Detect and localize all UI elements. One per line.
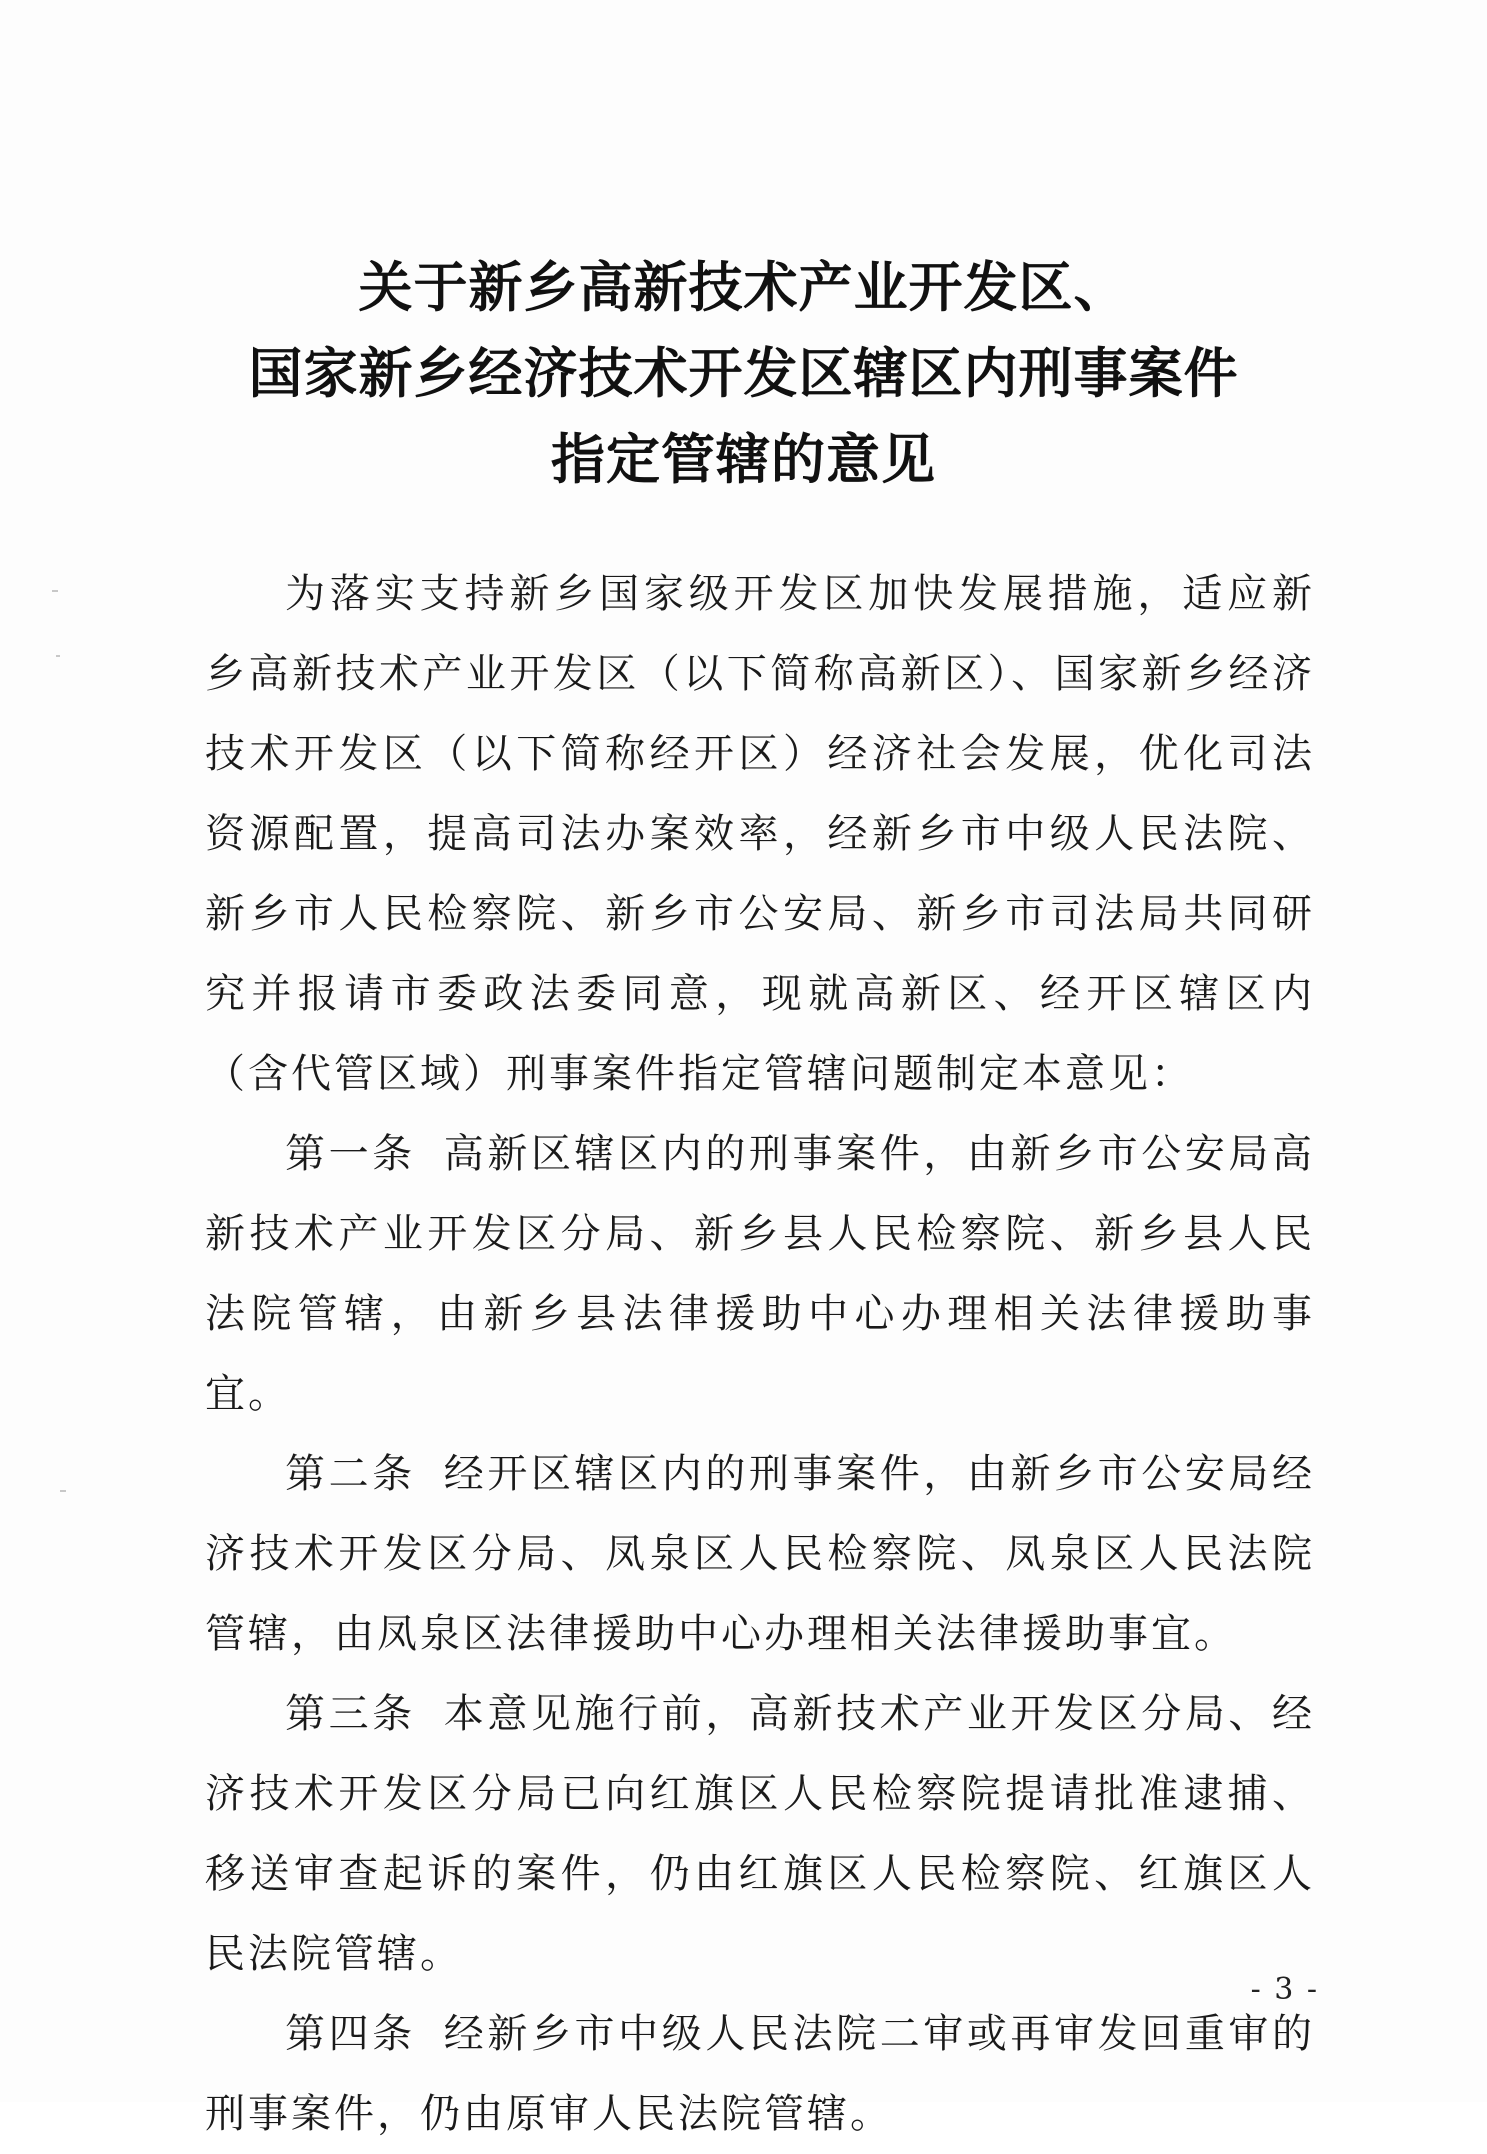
article-2-text: 经开区辖区内的刑事案件，由新乡市公安局经济技术开发区分局、凤泉区人民检察院、凤泉区人民法院管辖，由凤泉区法律援助中心办理相关法律援助事宜。: [205, 1451, 1316, 1657]
scan-speck: [52, 590, 58, 592]
title-line-3: 指定管辖的意见: [551, 428, 936, 491]
article-1-text: 高新区辖区内的刑事案件，由新乡市公安局高新技术产业开发区分局、新乡县人民检察院、新乡县人民法院管辖，由新乡县法律援助中心办理相关法律援助事宜。: [205, 1131, 1316, 1417]
scan-speck: [60, 1490, 66, 1492]
article-4-label: 第四条: [285, 2011, 416, 2057]
article-4-text: 经新乡市中级人民法院二审或再审发回重审的刑事案件，仍由原审人民法院管辖。: [205, 2011, 1316, 2137]
title-line-2: 国家新乡经济技术开发区辖区内刑事案件: [248, 342, 1239, 405]
article-3-label: 第三条: [285, 1691, 416, 1737]
article-2-label: 第二条: [285, 1451, 416, 1497]
article-3: [205, 1674, 1315, 1994]
article-4: [205, 1994, 1315, 2154]
scan-speck: [56, 655, 60, 657]
preamble-paragraph: 为落实支持新乡国家级开发区加快发展措施，适应新乡高新技术产业开发区（以下简称高新区）、国家新乡经济技术开发区（以下简称经开区）经济社会发展，优化司法资源配置，提高司法办案效率，经新乡市中级人民法院、新乡市人民检察院、新乡市公安局、新乡市司法局共同研究并报请市委政法委同意，现就高新区、经开区辖区内（含代管区域）刑事案件指定管辖问题制定本意见：: [205, 571, 1315, 1097]
document-body: [205, 554, 1315, 2154]
article-1-label: 第一条: [285, 1131, 416, 1177]
article-1: [205, 1114, 1315, 1434]
article-3-text: 本意见施行前，高新技术产业开发区分局、经济技术开发区分局已向红旗区人民检察院提请批准逮捕、移送审查起诉的案件，仍由红旗区人民检察院、红旗区人民法院管辖。: [205, 1691, 1316, 1977]
page-number: - 3 -: [1250, 1972, 1319, 2007]
document-title: [0, 245, 1487, 503]
article-2: [205, 1434, 1315, 1674]
title-line-1: 关于新乡高新技术产业开发区、: [358, 256, 1129, 319]
